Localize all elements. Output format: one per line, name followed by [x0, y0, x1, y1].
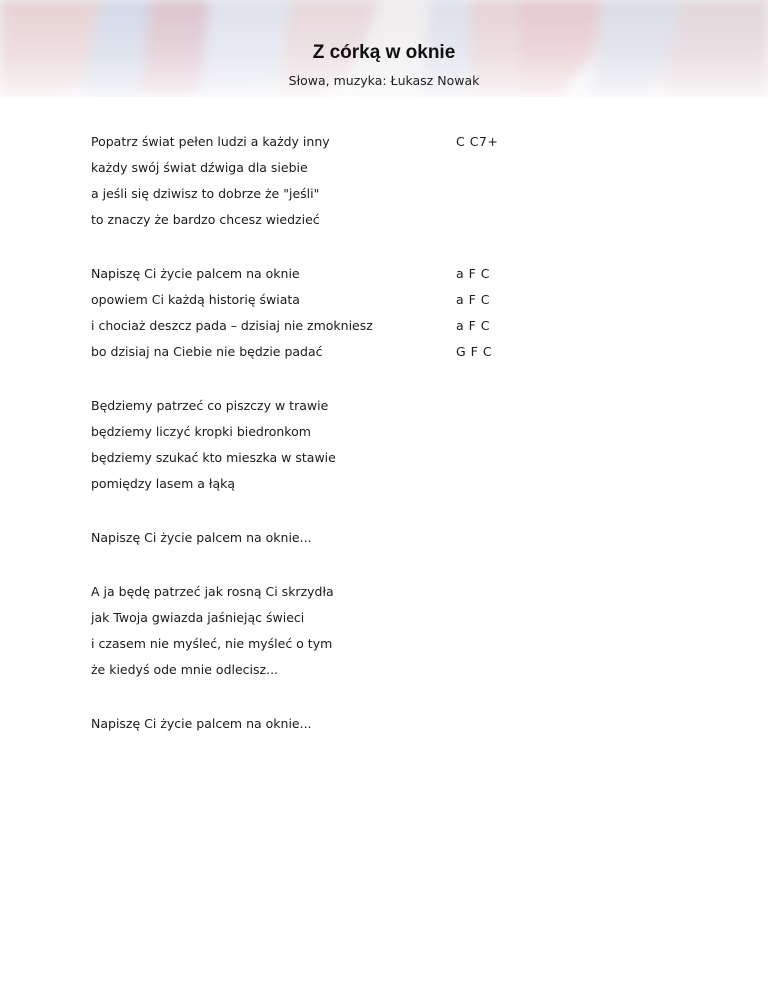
lyric-text: Będziemy patrzeć co piszczy w trawie [91, 398, 329, 413]
lyric-line [91, 635, 571, 661]
lyric-text: Napiszę Ci życie palcem na oknie [91, 266, 300, 281]
chord-label: G F C [456, 344, 493, 359]
song-credits: Słowa, muzyka: Łukasz Nowak [288, 73, 480, 88]
lyric-text: jak Twoja gwiazda jaśniejąc świeci [91, 610, 305, 625]
lyric-line [91, 583, 571, 609]
stanza-6-chorus-ref [91, 715, 571, 741]
lyric-text: że kiedyś ode mnie odlecisz... [91, 662, 279, 677]
chord-label: a F C [456, 266, 491, 281]
lyric-text: A ja będę patrzeć jak rosną Ci skrzydła [91, 584, 334, 599]
lyric-line [91, 449, 571, 475]
lyric-text: i czasem nie myśleć, nie myśleć o tym [91, 636, 333, 651]
lyric-line [91, 343, 571, 369]
song-title: Z córką w oknie [312, 42, 456, 63]
stanza-3 [91, 397, 571, 501]
chord-label: C C7+ [456, 134, 499, 149]
lyric-line [91, 661, 571, 687]
lyric-text: opowiem Ci każdą historię świata [91, 292, 300, 307]
lyric-text: to znaczy że bardzo chcesz wiedzieć [91, 212, 320, 227]
lyric-text: a jeśli się dziwisz to dobrze że "jeśli" [91, 186, 320, 201]
chord-label: a F C [456, 292, 491, 307]
lyric-line [91, 475, 571, 501]
lyric-line [91, 185, 571, 211]
lyric-line [91, 265, 571, 291]
lyric-text: i chociaż deszcz pada – dzisiaj nie zmokniesz [91, 318, 373, 333]
lyric-line [91, 133, 571, 159]
lyric-line [91, 609, 571, 635]
lyric-line [91, 423, 571, 449]
lyric-text: Napiszę Ci życie palcem na oknie... [91, 530, 312, 545]
lyric-line [91, 317, 571, 343]
lyric-text: Popatrz świat pełen ludzi a każdy inny [91, 134, 330, 149]
stanza-2 [91, 265, 571, 369]
lyric-text: Napiszę Ci życie palcem na oknie... [91, 716, 312, 731]
lyric-line [91, 397, 571, 423]
lyric-text: będziemy szukać kto mieszka w stawie [91, 450, 336, 465]
stanza-1 [91, 133, 571, 237]
lyric-line [91, 715, 571, 741]
lyric-text: bo dzisiaj na Ciebie nie będzie padać [91, 344, 323, 359]
stanza-5 [91, 583, 571, 687]
chord-label: a F C [456, 318, 491, 333]
lyrics-body [91, 133, 571, 769]
lyric-text: będziemy liczyć kropki biedronkom [91, 424, 311, 439]
lyric-line [91, 159, 571, 185]
lyric-line [91, 291, 571, 317]
lyric-line [91, 211, 571, 237]
lyric-text: pomiędzy lasem a łąką [91, 476, 236, 491]
lyric-line [91, 529, 571, 555]
lyric-text: każdy swój świat dźwiga dla siebie [91, 160, 308, 175]
stanza-4-chorus-ref [91, 529, 571, 555]
